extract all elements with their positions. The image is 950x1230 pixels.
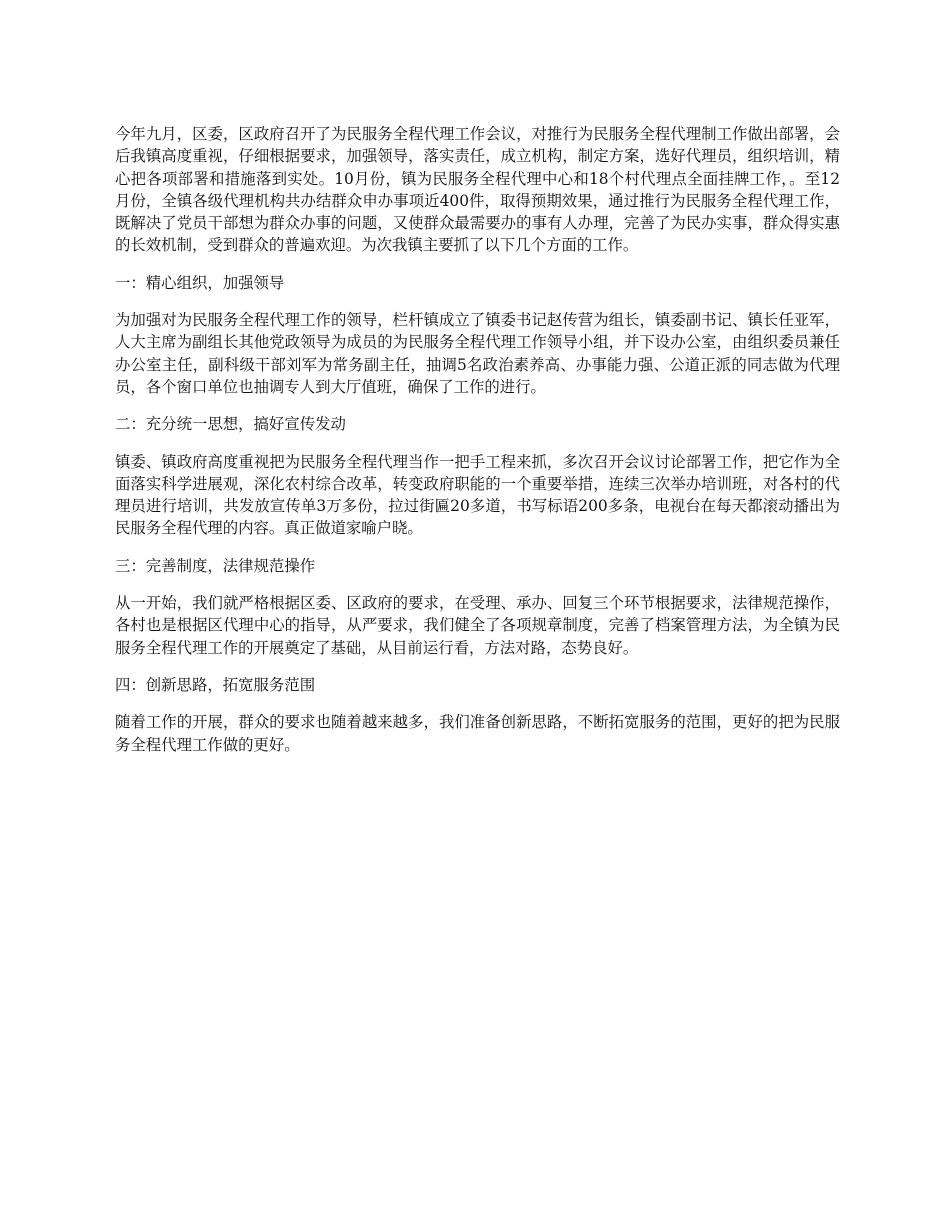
- section-body-4: 随着工作的开展，群众的要求也随着越来越多，我们准备创新思路，不断拓宽服务的范围，更好的把为民服务全程代理工作做的更好。: [115, 713, 840, 754]
- section-body-1: 为加强对为民服务全程代理工作的领导，栏杆镇成立了镇委书记赵传营为组长，镇委副书记、镇长任亚军，人大主席为副组长其他党政领导为成员的为民服务全程代理工作领导小组，并下设办公室，由组织委员兼任办公室主任，副科级干部刘军为常务副主任，抽调5名政治素养高、办事能力强、公道正派的同志做为代理员，各个窗口单位也抽调专人到大厅值班，确保了工作的进行。: [115, 311, 840, 396]
- section-heading-3: 三：完善制度，法律规范操作: [115, 556, 316, 575]
- section-body-2: 镇委、镇政府高度重视把为民服务全程代理当作一把手工程来抓，多次召开会议讨论部署工作，把它作为全面落实科学进展观，深化农村综合改革，转变政府职能的一个重要举措，连续三次举办培训班，对各村的代理员进行培训，共发放宣传单3万多份，拉过街匾20多道，书写标语200多条，电视台在每天都滚动播出为民服务全程代理的内容。真正做道家喻户晓。: [115, 452, 840, 538]
- section-heading-1: 一：精心组织，加强领导: [115, 273, 285, 292]
- section-heading-2: 二：充分统一思想，搞好宣传发动: [115, 415, 346, 434]
- section-heading-4: 四：创新思路，拓宽服务范围: [115, 675, 316, 694]
- section-body-3: 从一开始，我们就严格根据区委、区政府的要求，在受理、承办、回复三个环节根据要求，法律规范操作，各村也是根据区代理中心的指导，从严要求，我们健全了各项规章制度，完善了档案管理方法，为全镇为民服务全程代理工作的开展奠定了基础，从目前运行看，方法对路，态势良好。: [115, 594, 840, 657]
- intro-paragraph: 今年九月，区委，区政府召开了为民服务全程代理工作会议，对推行为民服务全程代理制工作做出部署，会后我镇高度重视，仔细根据要求，加强领导，落实责任，成立机构，制定方案，选好代理员，组织培训，精心把各项部署和措施落到实处。10月份，镇为民服务全程代理中心和18个村代理点全面挂牌工作，。至12月份，全镇各级代理机构共办结群众申办事项近400件，取得预期效果，通过推行为民服务全程代理工作，既解决了党员干部想为群众办事的问题，又使群众最需要办的事有人办理，完善了为民办实事，群众得实惠的长效机制，受到群众的普遍欢迎。为次我镇主要抓了以下几个方面的工作。: [115, 125, 840, 255]
- document-page: [115, 123, 840, 771]
